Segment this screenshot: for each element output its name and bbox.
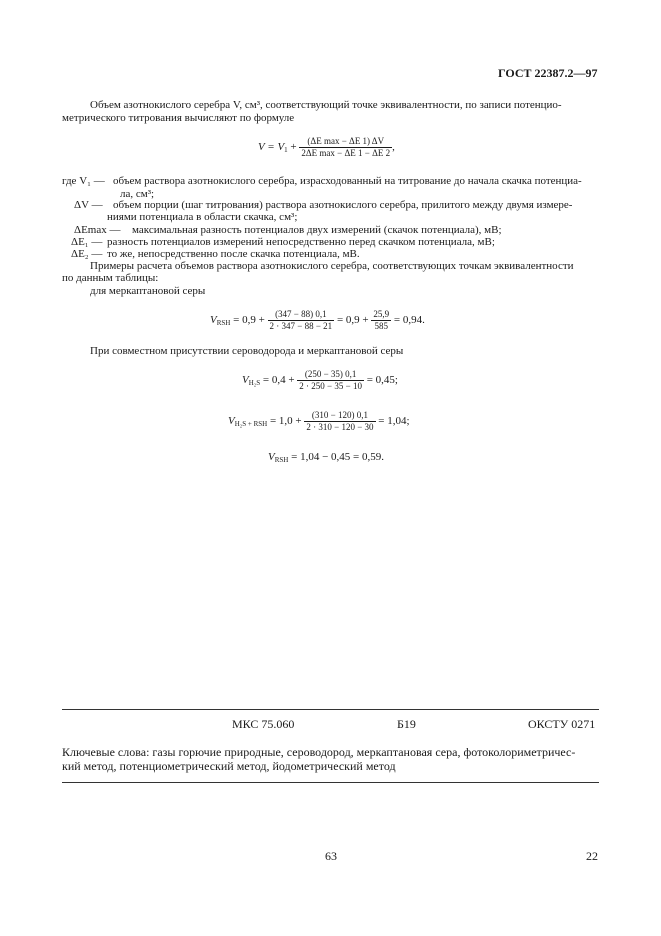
def-cont-v1: ла, см³; [120, 188, 155, 200]
formula-fraction [299, 136, 392, 159]
eq3-sub: H₂S + RSH [234, 420, 268, 429]
formula-lhs-sub: 1 [284, 146, 288, 155]
eq1-sub: RSH [216, 319, 231, 328]
eq3-fraction [304, 410, 375, 433]
eq3-c: = 1,04; [378, 415, 410, 428]
eq4-c: = 1,04 − 0,45 = 0,59. [291, 451, 384, 463]
def-term-dv: ΔV — [74, 199, 103, 211]
def-term-de1: ΔE₁ — [71, 236, 103, 248]
def-term-de2: ΔE₂ — [71, 248, 103, 260]
formula-tail: , [392, 141, 395, 154]
intro-line-1: Объем азотнокислого серебра V, см³, соответствующий точке эквивалентности, по записи потенцио- [90, 99, 562, 111]
eq1-fraction2 [371, 309, 391, 332]
page-number-left: 63 [325, 849, 337, 863]
main-formula [258, 136, 395, 159]
eq2-sub: H₂S [248, 379, 261, 388]
eq1-c: = 0,94. [393, 314, 425, 327]
eq2-c: = 0,45; [366, 374, 398, 387]
eq1-lhs: V [210, 314, 217, 327]
footer-divider-bottom [62, 782, 599, 783]
def-text-dv: объем порции (шаг титрования) раствора азотнокислого серебра, прилитого между двумя измере- [113, 199, 573, 211]
equation-rsh [210, 309, 425, 332]
eq1-b: = 0,9 + [336, 314, 369, 327]
equation-rsh-final [268, 451, 384, 464]
keywords-line-2: кий метод, потенциометрический метод, йодометрический метод [62, 759, 396, 773]
mks-code: МКС 75.060 [232, 717, 295, 731]
page-number-right: 22 [586, 849, 598, 863]
formula-plus: + [290, 141, 297, 154]
eq1-num2: 25,9 [373, 309, 390, 319]
eq2-num: (250 − 35) 0,1 [297, 369, 364, 381]
def-text-de1: разность потенциалов измерений непосредственно перед скачком потенциала, мВ; [107, 236, 495, 248]
combined-label: При совместном присутствии сероводорода и меркаптановой серы [90, 345, 404, 357]
eq1-den: 2 · 347 − 88 − 21 [269, 321, 333, 331]
eq1-fraction [268, 309, 335, 332]
b-code: Б19 [397, 717, 416, 731]
examples-line-2: по данным таблицы: [62, 272, 159, 284]
def-text-demax: максимальная разность потенциалов двух измерений (скачок потенциала), мВ; [132, 224, 502, 236]
eq1-den2: 585 [374, 321, 388, 331]
def-term-demax: ΔEmax — [74, 224, 121, 236]
equation-h2s-rsh [228, 410, 410, 433]
footer-divider-top [62, 709, 599, 710]
def-text-v1: объем раствора азотнокислого серебра, израсходованный на титрование до начала скачка потенциа- [113, 175, 582, 187]
def-term-v1: где V₁ — [62, 175, 105, 187]
eq4-sub: RSH [274, 456, 289, 464]
examples-line-1: Примеры расчета объемов раствора азотнокислого серебра, соответствующих точкам эквивалентности [90, 260, 574, 272]
eq3-a: = 1,0 + [269, 415, 302, 428]
equation-h2s [242, 369, 398, 392]
eq3-den: 2 · 310 − 120 − 30 [306, 422, 374, 432]
def-cont-dv: ниями потенциала в области скачка, см³; [107, 211, 298, 223]
mercaptan-label: для меркаптановой серы [90, 285, 206, 297]
eq4-lhs: V [268, 451, 275, 463]
formula-lhs: V = V [258, 141, 285, 154]
standard-number: ГОСТ 22387.2—97 [498, 66, 598, 80]
formula-denominator: 2ΔE max − ΔE 1 − ΔE 2 [301, 148, 391, 158]
def-text-de2: то же, непосредственно после скачка потенциала, мВ. [107, 248, 360, 260]
eq2-fraction [297, 369, 364, 392]
eq1-num: (347 − 88) 0,1 [268, 309, 335, 321]
eq2-a: = 0,4 + [262, 374, 295, 387]
eq2-lhs: V [242, 374, 249, 387]
eq1-a: = 0,9 + [233, 314, 265, 327]
eq2-den: 2 · 250 − 35 − 10 [299, 381, 362, 391]
intro-line-2: метрического титрования вычисляют по формуле [62, 112, 295, 124]
formula-numerator: (ΔE max − ΔE 1) ΔV [299, 136, 392, 148]
eq3-num: (310 − 120) 0,1 [304, 410, 375, 422]
okstu-code: ОКСТУ 0271 [528, 717, 596, 731]
keywords-line-1: Ключевые слова: газы горючие природные, сероводород, меркаптановая сера, фотоколориметричес- [62, 745, 576, 759]
eq3-lhs: V [228, 415, 235, 428]
